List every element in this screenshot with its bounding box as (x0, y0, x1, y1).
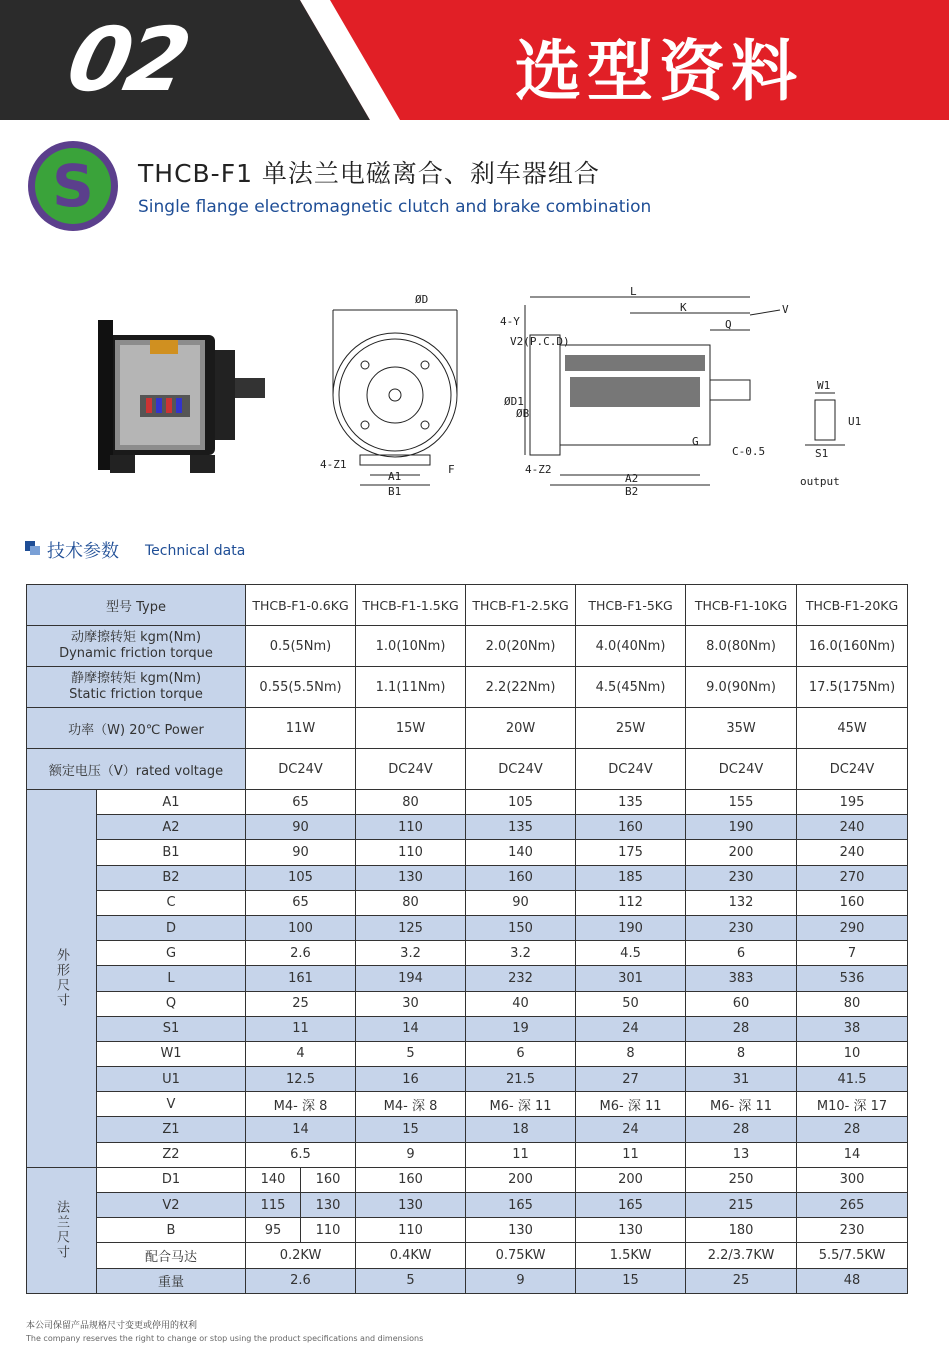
dimension-value: 3.2 (466, 941, 576, 966)
label-phiD: ØD (415, 293, 429, 306)
prop-label: 额定电压（V）rated voltage (27, 749, 246, 790)
dimension-row (27, 815, 908, 840)
dimension-value: 38 (797, 1016, 908, 1041)
dimension-value: M6- 深 11 (686, 1092, 797, 1117)
banner-title: 选型资料 (515, 33, 803, 110)
flange-value: 165 (576, 1193, 686, 1218)
dimension-value: 80 (797, 991, 908, 1016)
prop-label-cn: 静摩擦转矩 kgm(Nm) (70, 671, 202, 686)
dimension-label: C (97, 890, 246, 915)
dimension-value: 4.5 (576, 941, 686, 966)
motor-row-value: 2.2/3.7KW (686, 1243, 797, 1268)
motor-row-value: 0.75KW (466, 1243, 576, 1268)
dimension-value: 240 (797, 815, 908, 840)
prop-label (27, 626, 246, 667)
dimension-value: 31 (686, 1067, 797, 1092)
dimension-value: 90 (466, 890, 576, 915)
flange-value: 200 (466, 1167, 576, 1192)
dimension-value: 40 (466, 991, 576, 1016)
flange-label: B (97, 1218, 246, 1243)
dimension-value: 6.5 (246, 1142, 356, 1167)
svg-text:S: S (52, 152, 94, 220)
prop-value: 0.55(5.5Nm) (246, 667, 356, 708)
model-0: THCB-F1-0.6KG (246, 585, 356, 626)
label-d1: ØD1 (504, 395, 524, 408)
prop-row-voltage (27, 749, 908, 790)
dimension-value: 230 (686, 915, 797, 940)
footer-note-en: The company reserves the right to change or stop using the product specifications and dimensions (26, 1334, 424, 1343)
header-row (27, 585, 908, 626)
label-a2: A2 (625, 472, 639, 485)
dimension-value: 125 (356, 915, 466, 940)
dimension-value: 290 (797, 915, 908, 940)
dimension-value: 4 (246, 1041, 356, 1066)
dimension-value: M10- 深 17 (797, 1092, 908, 1117)
prop-value: DC24V (466, 749, 576, 790)
weight-row-value: 2.6 (246, 1268, 356, 1293)
dimension-row (27, 991, 908, 1016)
dimension-value: 383 (686, 966, 797, 991)
label-c: C-0.5 (732, 445, 766, 458)
dimension-value: 160 (576, 815, 686, 840)
label-q: Q (725, 318, 732, 331)
prop-row-power (27, 708, 908, 749)
prop-label: 功率（W) 20℃ Power (27, 708, 246, 749)
dimension-value: 6 (686, 941, 797, 966)
prop-value: 4.0(40Nm) (576, 626, 686, 667)
outer-dimensions (27, 790, 908, 1168)
dimension-value: 110 (356, 840, 466, 865)
dimension-value: 60 (686, 991, 797, 1016)
dimension-value: 27 (576, 1067, 686, 1092)
dimension-value: 194 (356, 966, 466, 991)
label-v2: V2(P.C.D) (510, 335, 570, 348)
prop-value: DC24V (246, 749, 356, 790)
dimension-value: 8 (686, 1041, 797, 1066)
motor-row-value: 5.5/7.5KW (797, 1243, 908, 1268)
dimension-value: 240 (797, 840, 908, 865)
prop-value: 20W (466, 708, 576, 749)
dimension-value: 41.5 (797, 1067, 908, 1092)
dimension-value: 21.5 (466, 1067, 576, 1092)
dimension-value: 90 (246, 840, 356, 865)
dimension-value: 12.5 (246, 1067, 356, 1092)
dimension-label: D (97, 915, 246, 940)
prop-label-cn: 动摩擦转矩 kgm(Nm) (70, 630, 202, 645)
dimension-row (27, 890, 908, 915)
dimension-value: 11 (246, 1016, 356, 1041)
flange-value: 265 (797, 1193, 908, 1218)
prop-value: 17.5(175Nm) (797, 667, 908, 708)
flange-value: 165 (466, 1193, 576, 1218)
prop-value: 8.0(80Nm) (686, 626, 797, 667)
dimension-value: 19 (466, 1016, 576, 1041)
prop-value: 0.5(5Nm) (246, 626, 356, 667)
dimension-value: 11 (576, 1142, 686, 1167)
weight-row-value: 25 (686, 1268, 797, 1293)
dimension-value: 536 (797, 966, 908, 991)
label-u1: U1 (848, 415, 862, 428)
dimension-row (27, 915, 908, 940)
dimension-label: B1 (97, 840, 246, 865)
dimension-value: 150 (466, 915, 576, 940)
label-b2: B2 (625, 485, 639, 498)
weight-row (27, 1268, 908, 1293)
label-y: 4-Y (500, 315, 520, 328)
weight-row-value: 9 (466, 1268, 576, 1293)
dimension-value: 200 (686, 840, 797, 865)
dimension-value: 195 (797, 790, 908, 815)
motor-row-value: 1.5KW (576, 1243, 686, 1268)
dimension-value: 135 (576, 790, 686, 815)
prop-row-static (27, 667, 908, 708)
flange-row (27, 1218, 908, 1243)
dimension-value: M4- 深 8 (246, 1092, 356, 1117)
section-bullet-icon (25, 539, 41, 555)
prop-value: 45W (797, 708, 908, 749)
dimension-value: 13 (686, 1142, 797, 1167)
dimension-label: B2 (97, 865, 246, 890)
flange-value: 110 (356, 1218, 466, 1243)
dimension-value: 112 (576, 890, 686, 915)
dimension-value: 2.6 (246, 941, 356, 966)
dimension-row (27, 865, 908, 890)
label-output: output (800, 475, 840, 488)
flange-label: D1 (97, 1167, 246, 1192)
dimension-row (27, 966, 908, 991)
dimension-row (27, 1142, 908, 1167)
dimension-label: W1 (97, 1041, 246, 1066)
dimension-value: 5 (356, 1041, 466, 1066)
dimension-value: 130 (356, 865, 466, 890)
dimension-label: A2 (97, 815, 246, 840)
dimension-value: 25 (246, 991, 356, 1016)
model-2: THCB-F1-2.5KG (466, 585, 576, 626)
flange-value: 130 (301, 1193, 356, 1218)
dimension-value: 8 (576, 1041, 686, 1066)
section-number: 02 (59, 8, 196, 111)
dimension-value: 160 (466, 865, 576, 890)
prop-value: 15W (356, 708, 466, 749)
dimension-value: 15 (356, 1117, 466, 1142)
model-5: THCB-F1-20KG (797, 585, 908, 626)
prop-value: 25W (576, 708, 686, 749)
flange-value: 215 (686, 1193, 797, 1218)
flange-value: 130 (356, 1193, 466, 1218)
dimension-row (27, 1016, 908, 1041)
dimension-label: A1 (97, 790, 246, 815)
flange-value: 110 (301, 1218, 356, 1243)
prop-value: 11W (246, 708, 356, 749)
prop-value: 35W (686, 708, 797, 749)
header-type-label: 型号 Type (27, 585, 246, 626)
dimension-row (27, 1092, 908, 1117)
dimension-row (27, 941, 908, 966)
flange-value: 130 (466, 1218, 576, 1243)
product-title-cn: THCB-F1 单法兰电磁离合、刹车器组合 (138, 159, 600, 188)
flange-value: 180 (686, 1218, 797, 1243)
dimension-value: 24 (576, 1117, 686, 1142)
flange-value: 160 (301, 1167, 356, 1192)
flange-row (27, 1167, 908, 1192)
dimension-label: L (97, 966, 246, 991)
dimension-value: 10 (797, 1041, 908, 1066)
dimension-value: 14 (356, 1016, 466, 1041)
dimension-value: M6- 深 11 (576, 1092, 686, 1117)
section-title-cn: 技术参数 (47, 541, 119, 562)
dimension-label: S1 (97, 1016, 246, 1041)
dimension-drawing (320, 285, 880, 510)
prop-value: DC24V (576, 749, 686, 790)
dimension-value: 9 (356, 1142, 466, 1167)
label-g: G (692, 435, 699, 448)
dimension-value: M4- 深 8 (356, 1092, 466, 1117)
dimension-value: 232 (466, 966, 576, 991)
dimension-value: 105 (246, 865, 356, 890)
label-z1: 4-Z1 (320, 458, 347, 471)
flange-value: 200 (576, 1167, 686, 1192)
label-k: K (680, 301, 687, 314)
product-title-en: Single flange electromagnetic clutch and brake combination (138, 197, 652, 217)
flange-value: 250 (686, 1167, 797, 1192)
label-l: L (630, 285, 637, 298)
dimension-value: 100 (246, 915, 356, 940)
motor-row-label: 配合马达 (97, 1243, 246, 1268)
prop-value: 2.2(22Nm) (466, 667, 576, 708)
dimension-value: 80 (356, 790, 466, 815)
dimension-value: 18 (466, 1117, 576, 1142)
dimension-value: 24 (576, 1016, 686, 1041)
dimension-row (27, 1117, 908, 1142)
flange-value: 160 (356, 1167, 466, 1192)
label-s1: S1 (815, 447, 829, 460)
weight-row-value: 15 (576, 1268, 686, 1293)
dimension-value: 28 (797, 1117, 908, 1142)
dimension-label: Z2 (97, 1142, 246, 1167)
dimension-value: 11 (466, 1142, 576, 1167)
flange-value: 300 (797, 1167, 908, 1192)
dimension-value: 185 (576, 865, 686, 890)
dimension-value: 110 (356, 815, 466, 840)
dimension-row (27, 1041, 908, 1066)
flange-value: 130 (576, 1218, 686, 1243)
flange-value: 115 (246, 1193, 301, 1218)
prop-value: 2.0(20Nm) (466, 626, 576, 667)
dimension-row (27, 790, 908, 815)
footer-note-cn: 本公司保留产品规格尺寸变更或停用的权利 (26, 1321, 198, 1331)
weight-row-value: 48 (797, 1268, 908, 1293)
dimension-row (27, 840, 908, 865)
dimension-value: 65 (246, 790, 356, 815)
dimension-value: 190 (576, 915, 686, 940)
label-f: F (448, 463, 455, 476)
label-w1: W1 (817, 379, 831, 392)
prop-value: DC24V (356, 749, 466, 790)
weight-row-value: 5 (356, 1268, 466, 1293)
dimension-value: 80 (356, 890, 466, 915)
dimension-value: 14 (797, 1142, 908, 1167)
dimension-value: 175 (576, 840, 686, 865)
label-z2: 4-Z2 (525, 463, 552, 476)
prop-label (27, 667, 246, 708)
prop-value: 4.5(45Nm) (576, 667, 686, 708)
label-b: ØB (516, 407, 530, 420)
prop-value: 9.0(90Nm) (686, 667, 797, 708)
flange-value: 230 (797, 1218, 908, 1243)
dimension-value: 30 (356, 991, 466, 1016)
flange-label: V2 (97, 1193, 246, 1218)
dimension-label: G (97, 941, 246, 966)
dimension-value: 6 (466, 1041, 576, 1066)
dimension-label: Z1 (97, 1117, 246, 1142)
company-logo (27, 140, 119, 232)
group-label-outer: 外形尺寸 (27, 790, 97, 1168)
motor-row (27, 1243, 908, 1268)
dimension-value: 161 (246, 966, 356, 991)
product-photo (60, 300, 300, 500)
flange-value: 140 (246, 1167, 301, 1192)
weight-row-label: 重量 (97, 1268, 246, 1293)
label-b1: B1 (388, 485, 402, 498)
dimension-value: 16 (356, 1067, 466, 1092)
prop-value: 1.1(11Nm) (356, 667, 466, 708)
group-label-flange: 法兰尺寸 (27, 1167, 97, 1293)
label-v: V (782, 303, 789, 316)
dimension-value: 155 (686, 790, 797, 815)
prop-value: 16.0(160Nm) (797, 626, 908, 667)
dimension-value: 7 (797, 941, 908, 966)
prop-value: DC24V (686, 749, 797, 790)
prop-label-en: Dynamic friction torque (59, 646, 213, 661)
prop-value: 1.0(10Nm) (356, 626, 466, 667)
dimension-value: 140 (466, 840, 576, 865)
dimension-value: 270 (797, 865, 908, 890)
dimension-value: 160 (797, 890, 908, 915)
dimension-value: 28 (686, 1117, 797, 1142)
dimension-value: 28 (686, 1016, 797, 1041)
prop-value: DC24V (797, 749, 908, 790)
flange-dimensions (27, 1167, 908, 1293)
dimension-label: Q (97, 991, 246, 1016)
dimension-value: 14 (246, 1117, 356, 1142)
dimension-value: 3.2 (356, 941, 466, 966)
dimension-value: 301 (576, 966, 686, 991)
dimension-label: U1 (97, 1067, 246, 1092)
dimension-value: 50 (576, 991, 686, 1016)
motor-row-value: 0.2KW (246, 1243, 356, 1268)
dimension-value: 135 (466, 815, 576, 840)
model-4: THCB-F1-10KG (686, 585, 797, 626)
dimension-label: V (97, 1092, 246, 1117)
label-a1: A1 (388, 470, 402, 483)
prop-row-dynamic (27, 626, 908, 667)
spec-table (26, 584, 908, 1294)
model-3: THCB-F1-5KG (576, 585, 686, 626)
dimension-value: 230 (686, 865, 797, 890)
dimension-value: M6- 深 11 (466, 1092, 576, 1117)
model-1: THCB-F1-1.5KG (356, 585, 466, 626)
dimension-row (27, 1067, 908, 1092)
motor-row-value: 0.4KW (356, 1243, 466, 1268)
dimension-value: 65 (246, 890, 356, 915)
dimension-value: 132 (686, 890, 797, 915)
prop-label-en: Static friction torque (69, 687, 203, 702)
dimension-value: 90 (246, 815, 356, 840)
dimension-value: 105 (466, 790, 576, 815)
flange-row (27, 1193, 908, 1218)
section-title-en: Technical data (145, 543, 246, 559)
flange-value: 95 (246, 1218, 301, 1243)
dimension-value: 190 (686, 815, 797, 840)
